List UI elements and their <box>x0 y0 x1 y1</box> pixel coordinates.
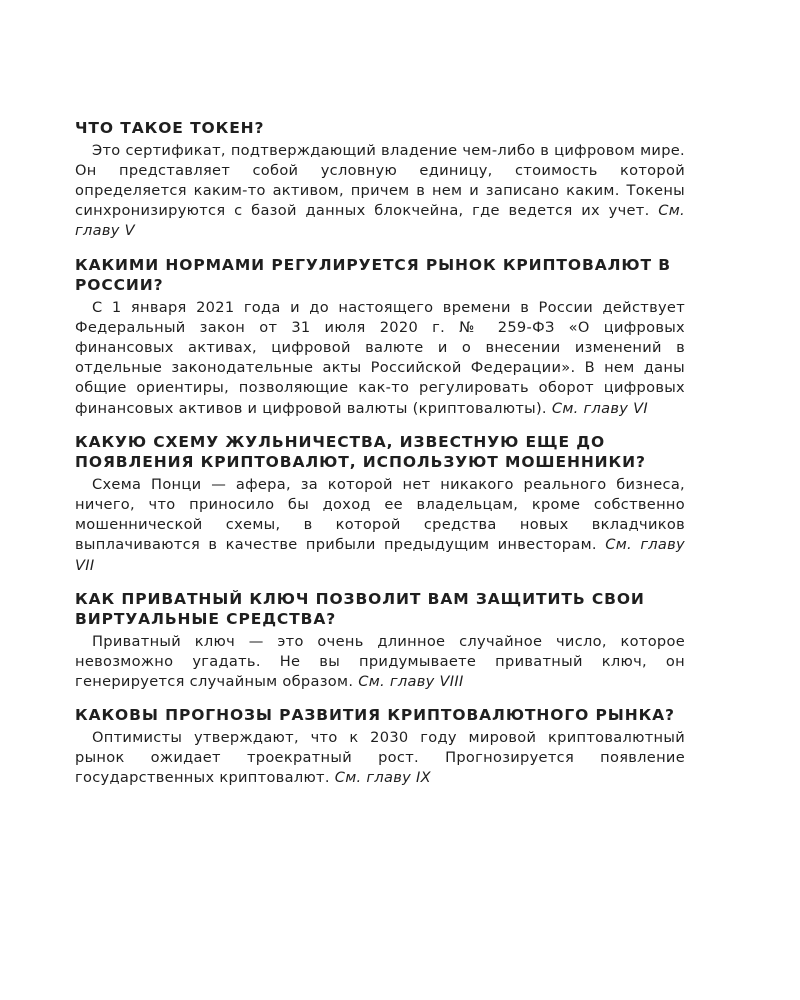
chapter-reference: См. главу VII <box>75 536 685 574</box>
section-heading: ЧТО ТАКОЕ ТОКЕН? <box>75 119 265 137</box>
section-heading: КАКИМИ НОРМАМИ РЕГУЛИРУЕТСЯ РЫНОК КРИПТОВАЛЮТ В РОССИИ? <box>75 255 671 295</box>
qa-section-fraud <box>75 432 685 576</box>
section-heading: КАКОВЫ ПРОГНОЗЫ РАЗВИТИЯ КРИПТОВАЛЮТНОГО РЫНКА? <box>75 706 675 725</box>
section-answer-text: Схема Понци — афера, за которой нет никакого реального бизнеса, ничего, что приносило бы доход ее владельцам, кроме собственно мошеннической схемы, в которой средства новых вкладчиков выплачиваются в качестве прибыли предыдущим инвесторам. <box>75 475 685 554</box>
section-body <box>75 632 685 693</box>
qa-section-regulation <box>75 255 685 419</box>
qa-section-forecast <box>75 705 685 788</box>
section-answer-text: Приватный ключ — это очень длинное случайное число, которое невозможно угадать. Не вы придумываете приватный ключ, он генерируется случайным образом. <box>75 632 685 691</box>
section-body <box>75 475 685 576</box>
chapter-reference: См. главу V <box>75 202 685 240</box>
section-answer-text: С 1 января 2021 года и до настоящего времени в России действует Федеральный закон от 31 июля 2020 г. № 259-ФЗ «О цифровых финансовых активах, цифровой валюте и о внесении изменений в отдельные законодательные акты Российской Федерации». В нем даны общие ориентиры, позволяющие как-то регулировать оборот цифровых финансовых активов и цифровой валюты (криптовалюты). <box>75 298 685 417</box>
chapter-reference: См. главу VI <box>551 399 649 417</box>
section-answer-text: Оптимисты утверждают, что к 2030 году мировой криптовалютный рынок ожидает троекратный рост. Прогнозируется появление государственных криптовалют. <box>75 728 685 787</box>
section-body <box>75 141 685 242</box>
qa-section-private-key <box>75 589 685 693</box>
section-body <box>75 298 685 419</box>
section-answer-text: Это сертификат, подтверждающий владение чем-либо в цифровом мире. Он представляет собой условную единицу, стоимость которой определяется каким-то активом, причем в нем и записано каким. Токены синхронизируются с базой данных блокчейна, где ведется их учет. <box>75 141 685 220</box>
qa-section-token <box>75 118 685 242</box>
section-heading: КАК ПРИВАТНЫЙ КЛЮЧ ПОЗВОЛИТ ВАМ ЗАЩИТИТЬ СВОИ ВИРТУАЛЬНЫЕ СРЕДСТВА? <box>75 589 645 629</box>
section-heading: КАКУЮ СХЕМУ ЖУЛЬНИЧЕСТВА, ИЗВЕСТНУЮ ЕЩЕ ДО ПОЯВЛЕНИЯ КРИПТОВАЛЮТ, ИСПОЛЬЗУЮТ МОШЕННИКИ? <box>75 432 646 472</box>
section-body <box>75 728 685 789</box>
chapter-reference: См. главу IX <box>334 769 431 787</box>
chapter-reference: См. главу VIII <box>358 673 464 691</box>
book-page-text <box>75 118 685 801</box>
